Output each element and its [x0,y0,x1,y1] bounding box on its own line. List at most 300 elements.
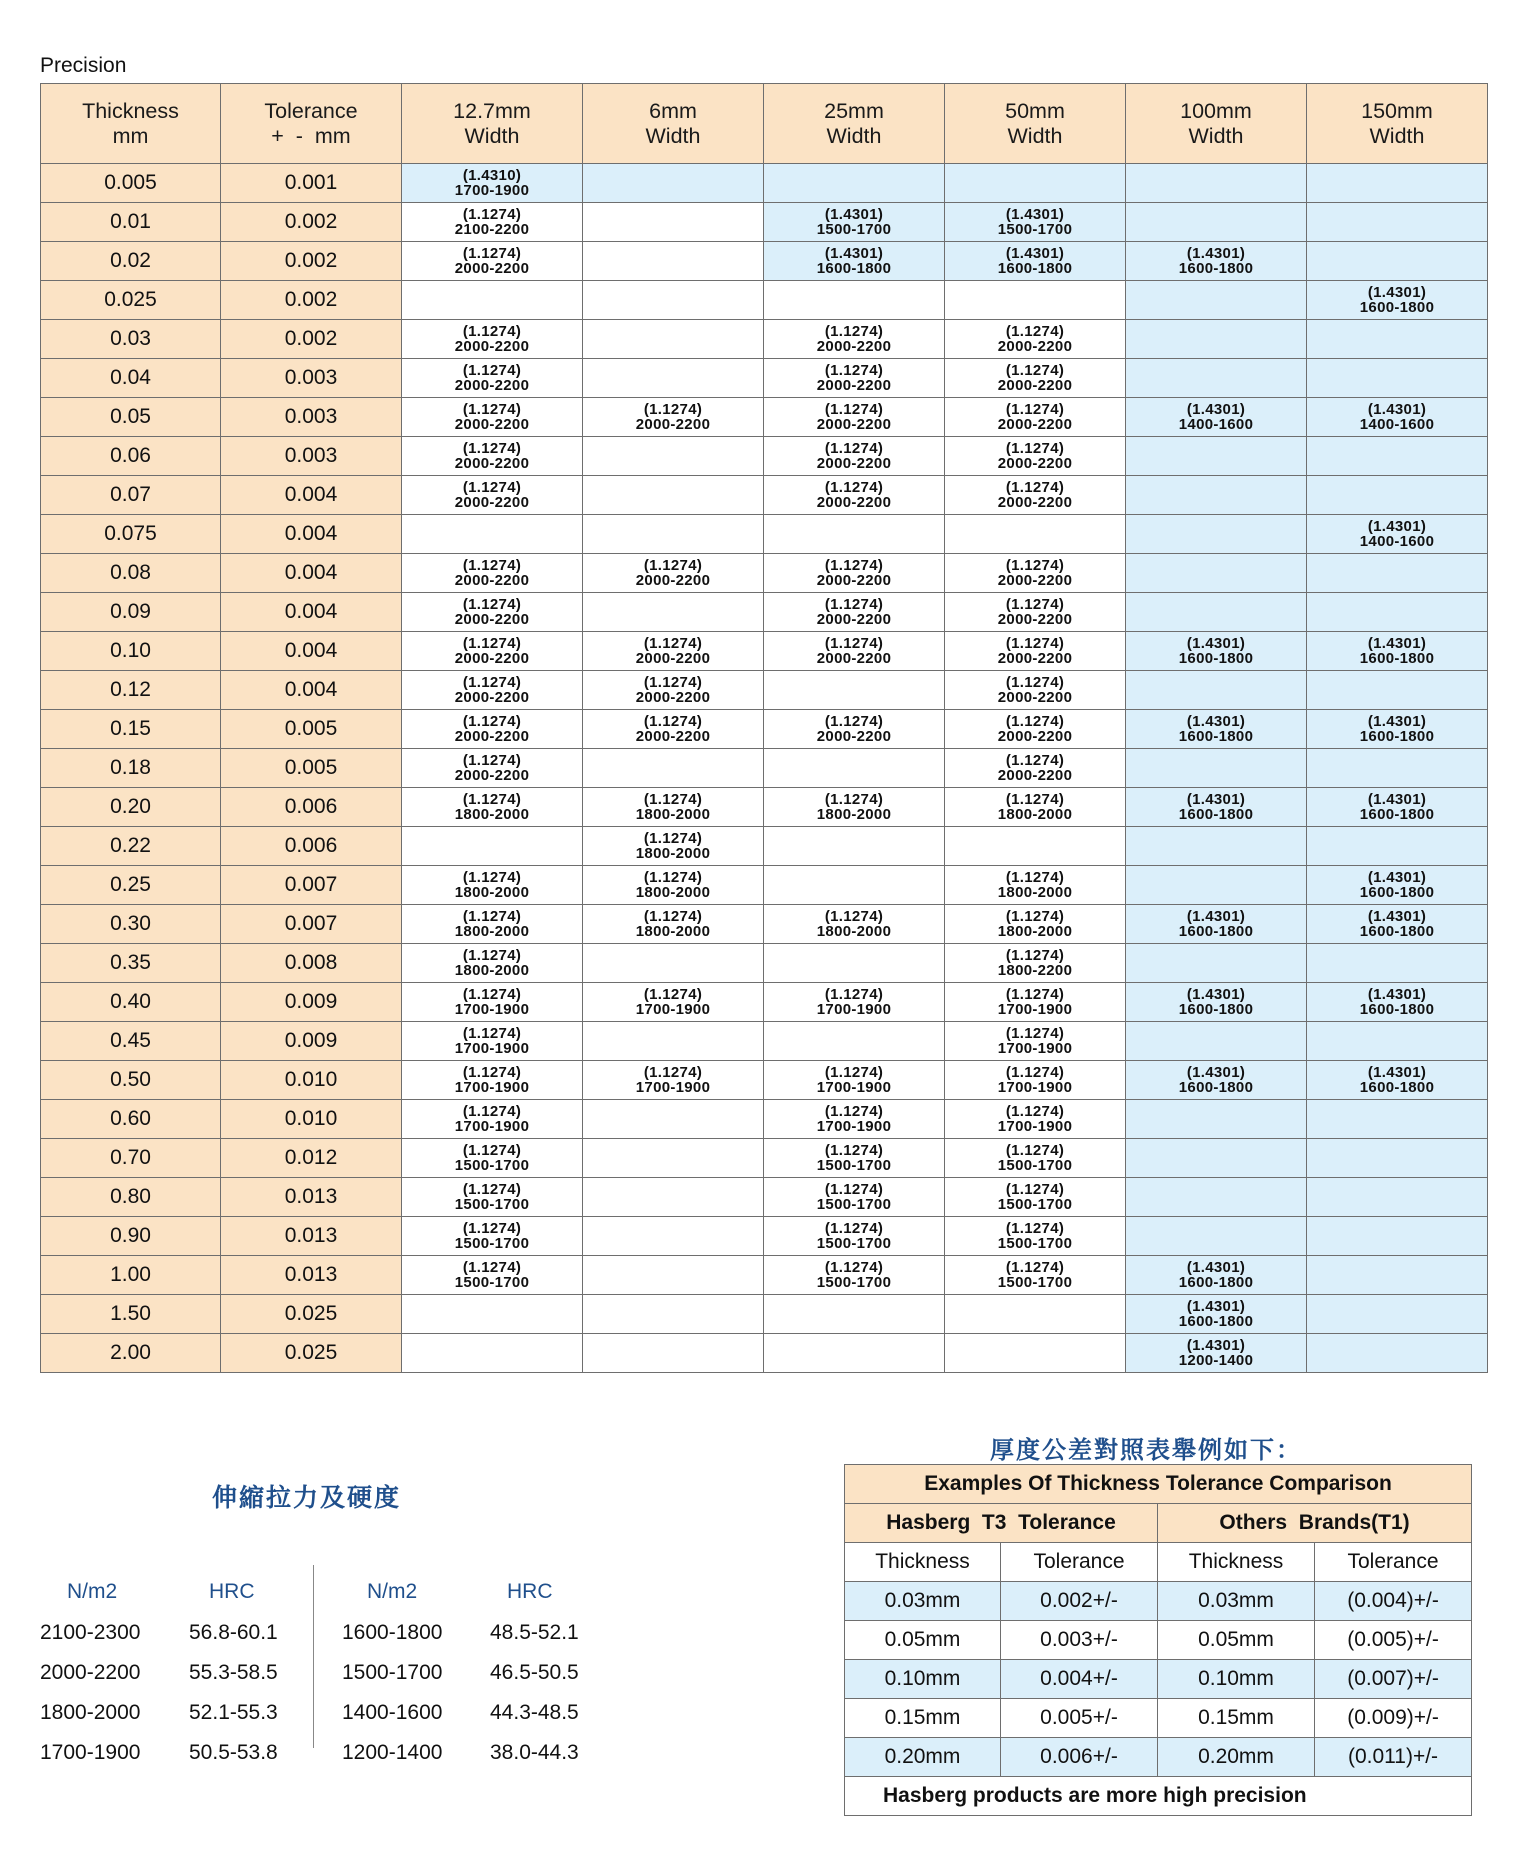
tolerance-cell: 0.004 [221,671,402,710]
width-cell-value: (1.1274) 2000-2200 [997,752,1073,784]
tolerance-cell: 0.004 [221,554,402,593]
width-cell-value: (1.1274) 2000-2200 [997,479,1073,511]
thickness-cell: 0.025 [41,281,221,320]
width-cell [764,437,945,476]
hardness-left-nm2-value: 1800-2000 [40,1701,141,1724]
comparison-cell: 0.03mm [845,1582,1001,1621]
comparison-cell: 0.004+/- [1001,1660,1158,1699]
width-cell [764,1022,945,1061]
thickness-cell: 0.25 [41,866,221,905]
width-cell-value: (1.1274) 2000-2200 [816,401,892,433]
width-cell-value: (1.1274) 2000-2200 [997,713,1073,745]
width-cell-value: (1.4301) 1500-1700 [816,206,892,238]
width-cell [402,1100,583,1139]
comparison-cell: 0.03mm [1158,1582,1315,1621]
thickness-cell: 0.10 [41,632,221,671]
comparison-row [845,1621,1472,1660]
width-cell-value: (1.1274) 2000-2200 [635,635,711,667]
width-cell-value: (1.1274) 2000-2200 [454,440,530,472]
hardness-left-nm2-value: 1700-1900 [40,1741,141,1764]
width-cell-value: (1.1274) 2000-2200 [454,596,530,628]
width-cell [1126,398,1307,437]
width-cell [402,710,583,749]
hardness-divider [313,1565,314,1748]
table-row [41,554,1488,593]
width-cell [583,203,764,242]
width-cell [1307,593,1488,632]
hardness-title: 伸縮拉力及硬度 [212,1484,402,1512]
width-cell [945,749,1126,788]
width-cell [1307,749,1488,788]
width-cell [1126,1022,1307,1061]
width-cell-value: (1.1274) 1800-2000 [816,791,892,823]
tolerance-cell: 0.005 [221,710,402,749]
width-cell [945,944,1126,983]
width-cell-value: (1.1274) 1800-2000 [454,908,530,940]
width-cell [583,1295,764,1334]
width-cell-value: (1.1274) 1500-1700 [997,1142,1073,1174]
width-cell-value: (1.1274) 1700-1900 [635,986,711,1018]
comparison-heading-row [845,1465,1472,1504]
thickness-cell: 0.02 [41,242,221,281]
table-row [41,1022,1488,1061]
width-cell-value: (1.4301) 1600-1800 [1178,635,1254,667]
thickness-cell: 0.45 [41,1022,221,1061]
width-cell-value: (1.1274) 1800-2000 [816,908,892,940]
width-cell [945,1022,1126,1061]
thickness-cell: 0.05 [41,398,221,437]
thickness-cell: 0.70 [41,1139,221,1178]
width-cell [1307,203,1488,242]
comparison-cell: (0.009)+/- [1315,1699,1472,1738]
hardness-left-header-nm2: N/m2 [67,1580,118,1603]
width-cell-value: (1.1274) 1700-1900 [635,1064,711,1096]
width-cell [1307,164,1488,203]
width-cell [583,944,764,983]
width-cell [764,203,945,242]
width-cell-value: (1.1274) 2000-2200 [454,362,530,394]
table-row [41,905,1488,944]
width-cell-value: (1.4301) 1600-1800 [1178,1259,1254,1291]
table-row [41,476,1488,515]
width-cell [764,164,945,203]
width-cell [945,1295,1126,1334]
width-cell-value: (1.4301) 1200-1400 [1178,1337,1254,1369]
width-cell [945,1061,1126,1100]
width-cell-value: (1.1274) 2000-2200 [454,713,530,745]
width-cell [402,671,583,710]
width-cell [764,281,945,320]
table-row [41,398,1488,437]
width-cell-value: (1.1274) 1800-2000 [454,791,530,823]
width-cell [764,632,945,671]
width-cell [402,476,583,515]
width-cell [583,1061,764,1100]
width-cell [1307,359,1488,398]
table-row [41,710,1488,749]
width-cell [402,983,583,1022]
width-cell [945,983,1126,1022]
width-cell [583,710,764,749]
width-cell [945,710,1126,749]
width-cell [583,1100,764,1139]
width-cell-value: (1.1274) 1500-1700 [816,1220,892,1252]
width-cell-value: (1.1274) 1700-1900 [816,1064,892,1096]
width-cell [764,788,945,827]
width-cell-value: (1.1274) 2000-2200 [816,713,892,745]
width-cell-value: (1.4301) 1400-1600 [1359,518,1435,550]
width-cell-value: (1.4301) 1600-1800 [1178,1298,1254,1330]
width-cell-value: (1.1274) 1700-1900 [997,1025,1073,1057]
width-cell-value: (1.1274) 2000-2200 [997,557,1073,589]
width-cell [1307,554,1488,593]
comparison-col-tolerance: Tolerance [1315,1543,1472,1582]
width-cell-value: (1.4301) 1600-1800 [816,245,892,277]
width-cell-value: (1.1274) 1800-2000 [635,869,711,901]
width-cell [1307,1334,1488,1373]
width-cell-value: (1.1274) 2000-2200 [997,401,1073,433]
tolerance-cell: 0.002 [221,242,402,281]
width-cell-value: (1.1274) 2000-2200 [635,713,711,745]
width-cell [764,1256,945,1295]
tolerance-cell: 0.010 [221,1100,402,1139]
tolerance-cell: 0.010 [221,1061,402,1100]
width-cell-value: (1.1274) 2000-2200 [635,401,711,433]
width-cell [945,1256,1126,1295]
width-cell-value: (1.1274) 2000-2200 [997,596,1073,628]
table-row [41,983,1488,1022]
width-cell-value: (1.1274) 1500-1700 [454,1259,530,1291]
width-cell-value: (1.1274) 1800-2000 [997,791,1073,823]
comparison-col-thickness: Thickness [1158,1543,1315,1582]
table-row [41,827,1488,866]
width-cell [945,476,1126,515]
thickness-cell: 0.04 [41,359,221,398]
tolerance-cell: 0.002 [221,203,402,242]
width-cell [583,320,764,359]
width-cell [764,866,945,905]
width-cell-value: (1.1274) 2000-2200 [997,440,1073,472]
table-row [41,320,1488,359]
thickness-cell: 0.30 [41,905,221,944]
hardness-left-nm2-value: 2000-2200 [40,1661,141,1684]
width-cell-value: (1.1274) 1500-1700 [997,1259,1073,1291]
width-cell [402,905,583,944]
width-cell [764,1100,945,1139]
thickness-cell: 0.01 [41,203,221,242]
width-cell [945,866,1126,905]
width-cell [402,944,583,983]
thickness-cell: 0.06 [41,437,221,476]
tolerance-cell: 0.009 [221,983,402,1022]
width-cell [583,1334,764,1373]
table-row [41,1295,1488,1334]
hardness-left-hrc-value: 52.1-55.3 [189,1701,278,1724]
width-cell-value: (1.1274) 2000-2200 [454,557,530,589]
width-cell [1126,671,1307,710]
width-cell [1307,983,1488,1022]
thickness-cell: 0.03 [41,320,221,359]
width-cell-value: (1.4301) 1400-1600 [1359,401,1435,433]
width-cell [402,1256,583,1295]
comparison-cell: 0.10mm [845,1660,1001,1699]
width-cell-value: (1.1274) 1800-2000 [454,947,530,979]
comparison-cell: (0.005)+/- [1315,1621,1472,1660]
width-cell-value: (1.4301) 1600-1800 [1359,869,1435,901]
comparison-title: 厚度公差對照表舉例如下： [990,1437,1302,1464]
width-cell [402,827,583,866]
width-cell [583,671,764,710]
width-cell [764,359,945,398]
width-cell [764,905,945,944]
comparison-cell: 0.05mm [845,1621,1001,1660]
width-cell-value: (1.1274) 1500-1700 [454,1220,530,1252]
width-cell [945,359,1126,398]
thickness-cell: 0.15 [41,710,221,749]
width-cell-value: (1.1274) 1500-1700 [816,1181,892,1213]
tolerance-cell: 0.013 [221,1178,402,1217]
table-row [41,866,1488,905]
width-cell [583,788,764,827]
width-cell-value: (1.1274) 2000-2200 [454,674,530,706]
width-cell-value: (1.1274) 1700-1900 [454,1103,530,1135]
width-cell [1307,398,1488,437]
width-cell-value: (1.4301) 1600-1800 [1178,908,1254,940]
width-cell [764,242,945,281]
comparison-cell: 0.002+/- [1001,1582,1158,1621]
comparison-cell: 0.20mm [845,1738,1001,1777]
header-width-25mm: 25mm Width [764,84,945,164]
width-cell-value: (1.1274) 1800-2000 [635,791,711,823]
width-cell-value: (1.1274) 1700-1900 [997,986,1073,1018]
width-cell [764,1178,945,1217]
comparison-cell: 0.006+/- [1001,1738,1158,1777]
width-cell [402,515,583,554]
width-cell [1126,983,1307,1022]
comparison-row [845,1660,1472,1699]
width-cell-value: (1.4301) 1400-1600 [1178,401,1254,433]
width-cell-value: (1.1274) 1700-1900 [454,1064,530,1096]
table-row [41,1334,1488,1373]
width-cell-value: (1.1274) 2000-2200 [997,362,1073,394]
width-cell-value: (1.1274) 1700-1900 [816,1103,892,1135]
width-cell [945,1178,1126,1217]
thickness-cell: 0.08 [41,554,221,593]
width-cell [1126,437,1307,476]
width-cell [1126,203,1307,242]
width-cell [945,1100,1126,1139]
width-cell [764,1139,945,1178]
tolerance-cell: 0.002 [221,320,402,359]
width-cell-value: (1.1274) 1500-1700 [454,1181,530,1213]
width-cell [1126,632,1307,671]
width-cell [764,476,945,515]
width-cell-value: (1.4301) 1600-1800 [997,245,1073,277]
header-tolerance: Tolerance + - mm [221,84,402,164]
width-cell [583,242,764,281]
hardness-right-header-hrc: HRC [507,1580,553,1603]
comparison-row [845,1738,1472,1777]
comparison-cell: 0.20mm [1158,1738,1315,1777]
width-cell [945,671,1126,710]
width-cell [1126,320,1307,359]
width-cell-value: (1.1274) 2000-2200 [454,401,530,433]
comparison-cell: 0.15mm [1158,1699,1315,1738]
width-cell [1126,1061,1307,1100]
width-cell [1126,1256,1307,1295]
width-cell [945,320,1126,359]
precision-label: Precision [40,54,127,77]
comparison-row [845,1582,1472,1621]
width-cell [945,437,1126,476]
tolerance-cell: 0.007 [221,905,402,944]
width-cell-value: (1.1274) 1800-2000 [997,908,1073,940]
width-cell [583,827,764,866]
width-cell-value: (1.1274) 1500-1700 [454,1142,530,1174]
comparison-group-row [845,1504,1472,1543]
width-cell [1126,164,1307,203]
header-width-12-7mm: 12.7mm Width [402,84,583,164]
width-cell [1307,944,1488,983]
table-row [41,515,1488,554]
hardness-right-nm2-value: 1400-1600 [342,1701,443,1724]
thickness-cell: 0.50 [41,1061,221,1100]
width-cell [402,1022,583,1061]
width-cell [583,1139,764,1178]
table-row [41,788,1488,827]
table-row [41,1256,1488,1295]
width-cell [1307,788,1488,827]
width-cell-value: (1.1274) 1700-1900 [454,986,530,1018]
width-cell [583,1022,764,1061]
table-row [41,593,1488,632]
width-cell-value: (1.1274) 2000-2200 [816,557,892,589]
width-cell-value: (1.1274) 2000-2200 [635,557,711,589]
width-cell [1307,242,1488,281]
tolerance-cell: 0.006 [221,788,402,827]
width-cell [583,476,764,515]
width-cell [1307,1139,1488,1178]
width-cell [402,1334,583,1373]
width-cell [1126,905,1307,944]
hardness-right-hrc-value: 46.5-50.5 [490,1661,579,1684]
header-width-150mm: 150mm Width [1307,84,1488,164]
width-cell [1126,1139,1307,1178]
width-cell [1126,788,1307,827]
width-cell [583,398,764,437]
width-cell [945,1334,1126,1373]
tolerance-cell: 0.006 [221,827,402,866]
width-cell [402,437,583,476]
width-cell [402,1217,583,1256]
width-cell [402,398,583,437]
width-cell [945,554,1126,593]
width-cell [1307,710,1488,749]
width-cell [1307,866,1488,905]
width-cell [402,1139,583,1178]
precision-table [40,83,1488,1373]
table-row [41,632,1488,671]
width-cell [945,398,1126,437]
width-cell [1307,476,1488,515]
width-cell [1126,359,1307,398]
thickness-cell: 0.20 [41,788,221,827]
width-cell-value: (1.4301) 1600-1800 [1359,1064,1435,1096]
width-cell-value: (1.1274) 2100-2200 [454,206,530,238]
width-cell-value: (1.1274) 1800-2000 [997,869,1073,901]
thickness-cell: 0.09 [41,593,221,632]
width-cell [1126,476,1307,515]
width-cell [945,593,1126,632]
thickness-cell: 1.50 [41,1295,221,1334]
width-cell [945,788,1126,827]
width-cell [1126,1178,1307,1217]
width-cell [1307,1178,1488,1217]
table-row [41,203,1488,242]
table-row [41,671,1488,710]
width-cell [1126,944,1307,983]
width-cell-value: (1.4301) 1600-1800 [1178,1064,1254,1096]
width-cell [1307,827,1488,866]
width-cell [402,788,583,827]
width-cell [1126,593,1307,632]
width-cell [402,1178,583,1217]
width-cell-value: (1.4301) 1600-1800 [1178,986,1254,1018]
width-cell [402,632,583,671]
width-cell-value: (1.4301) 1600-1800 [1178,791,1254,823]
width-cell-value: (1.4301) 1600-1800 [1359,713,1435,745]
tolerance-cell: 0.004 [221,515,402,554]
thickness-cell: 1.00 [41,1256,221,1295]
width-cell [1307,632,1488,671]
width-cell-value: (1.1274) 2000-2200 [454,323,530,355]
width-cell [1126,1217,1307,1256]
width-cell [1307,320,1488,359]
width-cell [583,359,764,398]
comparison-cell: 0.003+/- [1001,1621,1158,1660]
width-cell-value: (1.4301) 1600-1800 [1359,986,1435,1018]
width-cell-value: (1.1274) 2000-2200 [635,674,711,706]
width-cell-value: (1.1274) 2000-2200 [816,479,892,511]
table-row [41,242,1488,281]
comparison-group-others: Others Brands(T1) [1158,1504,1472,1543]
table-row [41,1061,1488,1100]
width-cell [583,281,764,320]
width-cell [1307,281,1488,320]
comparison-cell: 0.15mm [845,1699,1001,1738]
width-cell [764,515,945,554]
thickness-cell: 0.80 [41,1178,221,1217]
thickness-cell: 0.12 [41,671,221,710]
hardness-left-hrc-value: 56.8-60.1 [189,1621,278,1644]
width-cell-value: (1.1274) 2000-2200 [816,362,892,394]
table-row [41,164,1488,203]
width-cell-value: (1.1274) 2000-2200 [816,440,892,472]
thickness-cell: 0.40 [41,983,221,1022]
header-thickness: Thickness mm [41,84,221,164]
width-cell-value: (1.1274) 1500-1700 [997,1181,1073,1213]
width-cell-value: (1.4301) 1600-1800 [1359,284,1435,316]
width-cell [945,281,1126,320]
width-cell [1126,710,1307,749]
table-row [41,437,1488,476]
width-cell [764,827,945,866]
comparison-group-hasberg: Hasberg T3 Tolerance [845,1504,1158,1543]
width-cell [583,983,764,1022]
width-cell-value: (1.1274) 2000-2200 [997,674,1073,706]
width-cell-value: (1.1274) 2000-2200 [454,479,530,511]
width-cell [764,320,945,359]
